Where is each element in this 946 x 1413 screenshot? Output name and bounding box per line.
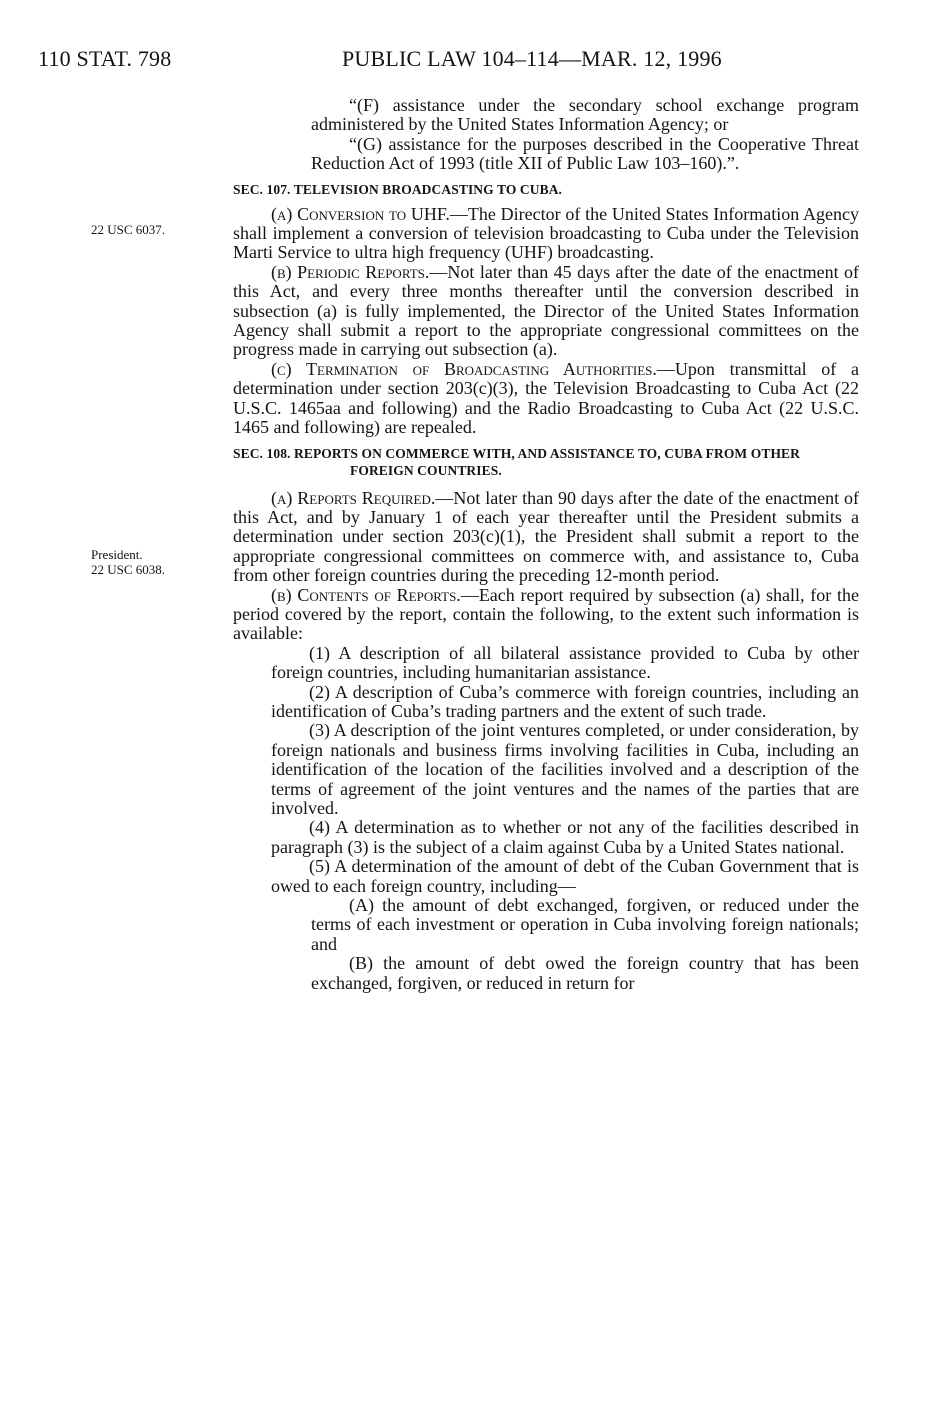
- sec107-c-label: (c) Termination of Broadcasting Authorities.: [271, 358, 657, 379]
- quoted-clause-f: “(F) assistance under the secondary school exchange program administered by the United States Information Agency; or: [311, 95, 859, 135]
- sec108-subparagraph-b: (B) the amount of debt owed the foreign country that has been exchanged, forgiven, or reduced in return for: [311, 953, 859, 993]
- quoted-clause-g: “(G) assistance for the purposes described in the Cooperative Threat Reduction Act of 1993 (title XII of Public Law 103–160).”.: [311, 133, 859, 174]
- sec107-b-label: (b) Periodic Reports.: [271, 261, 430, 282]
- sec108-a-label: (a) Reports Required.: [271, 487, 436, 508]
- sec108-paragraph-4: (4) A determination as to whether or not any of the facilities described in paragraph (3) is the subject of a claim against Cuba by a United States national.: [271, 817, 859, 857]
- margin-note-usc-6037: 22 USC 6037.: [91, 222, 166, 237]
- sec108-paragraph-5: (5) A determination of the amount of debt of the Cuban Government that is owed to each foreign country, including—: [271, 856, 859, 896]
- section-107-heading: SEC. 107. TELEVISION BROADCASTING TO CUBA.: [233, 181, 563, 197]
- sec107-b-text: —Not later than 45 days after the date of the enactment of this Act, and every three months thereafter until the conversion described in subsection (a) is fully implemented, the Director of the United States Information Agency shall submit a report to the appropriate congressional committees on the progress made in carrying out subsection (a).: [233, 261, 859, 360]
- sec107-subsection-b: [233, 263, 859, 360]
- sec108-paragraph-3: (3) A description of the joint ventures completed, or under consideration, by foreign nationals and business firms involving facilities in Cuba, including an identification of the location of the facilities involved and a description of the terms of agreement of the joint ventures and the names of the parties that are involved.: [271, 720, 859, 818]
- sec108-subsection-a: [233, 489, 859, 586]
- body-text: [233, 96, 859, 993]
- margin-note-usc-6038: 22 USC 6038.: [91, 562, 166, 577]
- sec107-a-text: —The Director of the United States Information Agency shall implement a conversion of television broadcasting to Cuba under the Television Marti Service to ultra high frequency (UHF) broadcasting.: [233, 203, 860, 263]
- margin-note-president: President.: [91, 547, 143, 562]
- sec107-subsection-a: [233, 205, 859, 263]
- sec107-subsection-c: [233, 360, 859, 438]
- sec108-b-label: (b) Contents of Reports.: [271, 584, 461, 605]
- sec108-paragraph-2: (2) A description of Cuba’s commerce with foreign countries, including an identification of Cuba’s trading partners and the extent of such trade.: [271, 681, 859, 721]
- sec108-subparagraph-a: (A) the amount of debt exchanged, forgiven, or reduced under the terms of each investment or operation in Cuba involving foreign nationals; and: [311, 895, 859, 954]
- sec108-a-text: —Not later than 90 days after the date of the enactment of this Act, and by January 1 of each year thereafter until the President submits a determination under section 203(c)(1), the President shall submit a report to the appropriate congressional committees on commerce with, and assistance to, Cuba from other foreign countries during the preceding 12-month period.: [233, 487, 859, 586]
- sec108-b-text: —Each report required by subsection (a) shall, for the period covered by the report, contain the following, to the extent such information is available:: [233, 584, 859, 644]
- sec108-paragraph-1: (1) A description of all bilateral assistance provided to Cuba by other foreign countries, including humanitarian assistance.: [271, 642, 859, 683]
- running-header-title: PUBLIC LAW 104–114—MAR. 12, 1996: [342, 46, 722, 71]
- sec107-c-text: —Upon transmittal of a determination under section 203(c)(3), the Television Broadcasting to Cuba Act (22 U.S.C. 1465aa and following) and the Radio Broadcasting to Cuba Act (22 U.S.C. 1465 and following) are repealed.: [233, 358, 860, 438]
- sec107-a-label: (a) Conversion to UHF.: [271, 203, 450, 224]
- sec108-subsection-b: [233, 586, 859, 644]
- section-108-heading: SEC. 108. REPORTS ON COMMERCE WITH, AND ASSISTANCE TO, CUBA FROM OTHER FOREIGN COUNTRIES.: [233, 445, 800, 478]
- statute-page-reference: 110 STAT. 798: [38, 46, 172, 71]
